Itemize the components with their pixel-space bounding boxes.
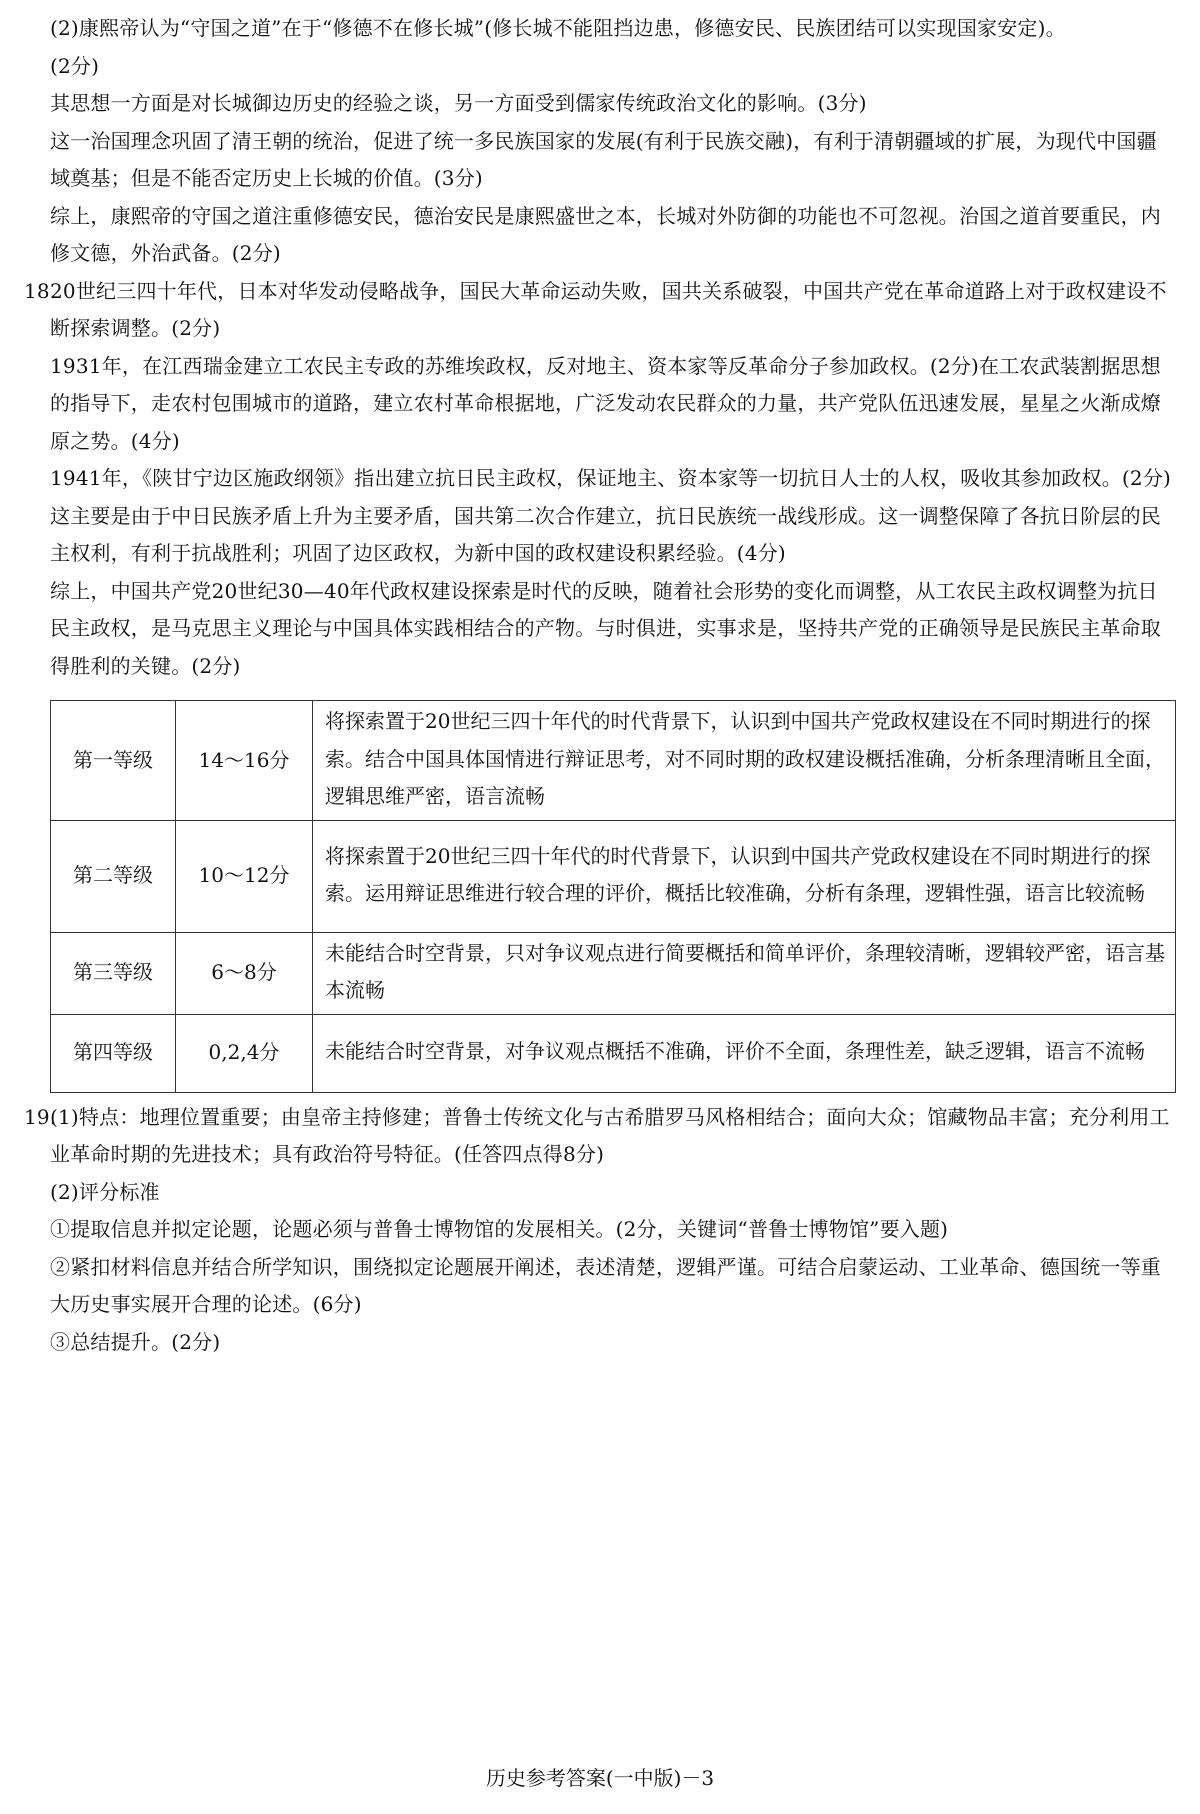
grade-description: 未能结合时空背景，只对争议观点进行简要概括和简单评价，条理较清晰，逻辑较严密，语言基本流畅 — [313, 932, 1176, 1014]
grade-score: 10～12分 — [176, 820, 313, 932]
q17-answer — [24, 10, 1176, 273]
q17-part2-line1: (2)康熙帝认为“守国之道”在于“修德不在修长城”(修长城不能阻挡边患，修德安民、民族团结可以实现国家安定)。 — [50, 16, 1066, 40]
q19-answer — [24, 1099, 1176, 1362]
q18-paragraph-1931: 1931年，在江西瑞金建立工农民主专政的苏维埃政权，反对地主、资本家等反革命分子参加政权。(2分)在工农武装割据思想的指导下，走农村包围城市的道路，建立农村革命根据地，广泛发动农民群众的力量，共产党队伍迅速发展，星星之火渐成燎原之势。(4分) — [50, 353, 1161, 453]
grade-level: 第二等级 — [51, 820, 176, 932]
grade-description: 将探索置于20世纪三四十年代的时代背景下，认识到中国共产党政权建设在不同时期进行的探索。运用辩证思维进行较合理的评价，概括比较准确，分析有条理，逻辑性强，语言比较流畅 — [313, 820, 1176, 932]
q19-number: 19. — [24, 1104, 57, 1129]
table-row — [51, 820, 1176, 932]
page-footer: 历史参考答案(一中版)－3 — [485, 1766, 715, 1790]
grade-score: 14～16分 — [176, 701, 313, 821]
answer-page — [24, 10, 1176, 1361]
q17-paragraph-thought: 其思想一方面是对长城御边历史的经验之谈，另一方面受到儒家传统政治文化的影响。(3分) — [50, 91, 867, 115]
q19-part2-heading: (2)评分标准 — [50, 1179, 160, 1204]
q17-paragraph-impact: 这一治国理念巩固了清王朝的统治，促进了统一多民族国家的发展(有利于民族交融)，有利于清朝疆域的扩展，为现代中国疆域奠基；但是不能否定历史上长城的价值。(3分) — [50, 128, 1157, 190]
q18-intro — [24, 273, 1176, 348]
grade-level: 第四等级 — [51, 1014, 176, 1092]
q19-criterion-1: ①提取信息并拟定论题，论题必须与普鲁士博物馆的发展相关。(2分，关键词“普鲁士博物馆”要入题) — [50, 1217, 949, 1241]
grade-level: 第三等级 — [51, 932, 176, 1014]
grade-level: 第一等级 — [51, 701, 176, 821]
q19-criterion-2: ②紧扣材料信息并结合所学知识，围绕拟定论题展开阐述，表述清楚，逻辑严谨。可结合启蒙运动、工业革命、德国统一等重大历史事实展开合理的论述。(6分) — [50, 1254, 1161, 1316]
q18-answer — [24, 273, 1176, 1093]
q18-paragraph-1941: 1941年，《陕甘宁边区施政纲领》指出建立抗日民主政权，保证地主、资本家等一切抗日人士的人权，吸收其参加政权。(2分)这主要是由于中日民族矛盾上升为主要矛盾，国共第二次合作建立，抗日民族统一战线形成。这一调整保障了各抗日阶层的民主权利，有利于抗战胜利；巩固了边区政权，为新中国的政权建设积累经验。(4分) — [50, 466, 1172, 565]
grade-score: 0,2,4分 — [176, 1014, 313, 1092]
q18-number: 18. — [24, 278, 57, 303]
q19-criterion-3: ③总结提升。(2分) — [50, 1329, 221, 1354]
grade-description: 未能结合时空背景，对争议观点概括不准确，评价不全面，条理性差，缺乏逻辑，语言不流畅 — [313, 1014, 1176, 1092]
table-row — [51, 701, 1176, 821]
grade-score: 6～8分 — [176, 932, 313, 1014]
q18-paragraph-summary: 综上，中国共产党20世纪30—40年代政权建设探索是时代的反映，随着社会形势的变化而调整，从工农民主政权调整为抗日民主政权，是马克思主义理论与中国具体实践相结合的产物。与时俱进，实事求是，坚持共产党的正确领导是民族民主革命取得胜利的关键。(2分) — [50, 578, 1161, 678]
q19-part1 — [24, 1099, 1176, 1174]
table-row — [51, 1014, 1176, 1092]
q17-paragraph-summary: 综上，康熙帝的守国之道注重修德安民，德治安民是康熙盛世之本，长城对外防御的功能也不可忽视。治国之道首要重民，内修文德，外治武备。(2分) — [50, 203, 1161, 265]
table-row — [51, 932, 1176, 1014]
q17-part2-line2: (2分) — [50, 53, 100, 78]
q18-intro-text: 20世纪三四十年代，日本对华发动侵略战争，国民大革命运动失败，国共关系破裂，中国共产党在革命道路上对于政权建设不断探索调整。(2分) — [50, 278, 1167, 340]
grading-table — [50, 700, 1176, 1093]
q19-part1-text: (1)特点：地理位置重要；由皇帝主持修建；普鲁士传统文化与古希腊罗马风格相结合；面向大众；馆藏物品丰富；充分利用工业革命时期的先进技术；具有政治符号特征。(任答四点得8分) — [50, 1104, 1170, 1166]
grade-description: 将探索置于20世纪三四十年代的时代背景下，认识到中国共产党政权建设在不同时期进行的探索。结合中国具体国情进行辩证思考，对不同时期的政权建设概括准确，分析条理清晰且全面，逻辑思维严密，语言流畅 — [313, 701, 1176, 821]
